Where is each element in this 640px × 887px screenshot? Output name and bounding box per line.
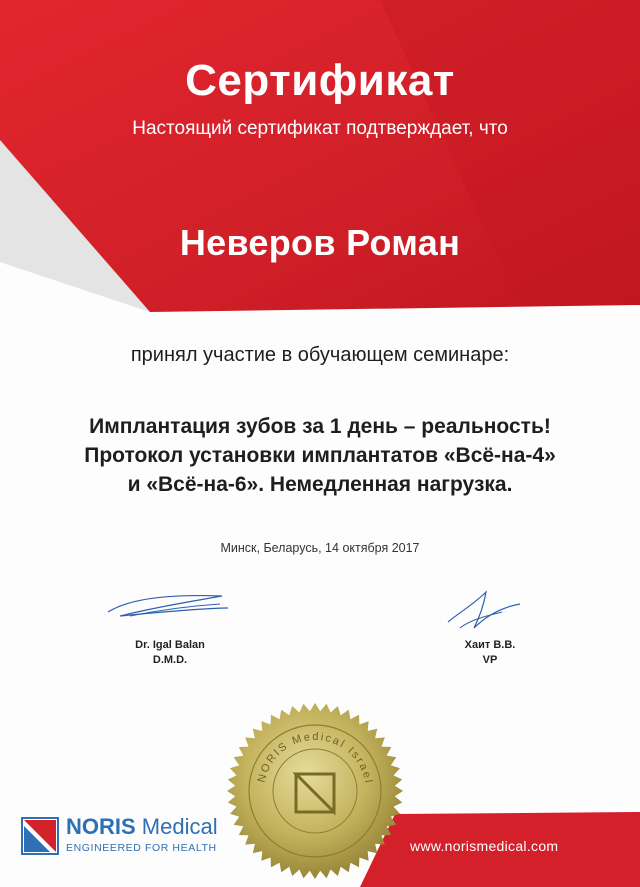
certificate-title: Сертификат <box>185 56 455 105</box>
signatory-name: Dr. Igal Balan <box>135 639 205 651</box>
place-date: Минск, Беларусь, 14 октября 2017 <box>220 541 420 555</box>
signatory-title: D.M.D. <box>152 654 188 666</box>
signatory-name: Хаит В.В. <box>464 639 516 651</box>
seal-text: NORIS Medical Israel <box>255 730 375 786</box>
signature-right-icon <box>440 582 530 634</box>
course-line: Имплантация зубов за 1 день – реальность! <box>89 415 551 438</box>
signature-left-icon <box>100 586 240 626</box>
course-line: и «Всё-на-6». Немедленная нагрузка. <box>127 473 513 496</box>
certificate-subtitle: Настоящий сертификат подтверждает, что <box>132 118 508 139</box>
website-link[interactable]: www.norismedical.com <box>410 838 559 854</box>
signatory-title: VP <box>482 654 498 666</box>
signatory-left <box>100 638 240 668</box>
participation-text: принял участие в обучающем семинаре: <box>130 344 510 366</box>
course-title <box>0 412 640 499</box>
signatory-right <box>420 638 560 668</box>
brand-name: NORIS Medical <box>66 814 218 839</box>
noris-logo-icon <box>20 816 60 856</box>
seal-icon <box>226 702 404 880</box>
brand-tagline: ENGINEERED FOR HEALTH <box>66 842 217 854</box>
noris-logo <box>20 814 240 858</box>
course-line: Протокол установки имплантатов «Всё-на-4» <box>84 444 556 467</box>
recipient-name: Неверов Роман <box>179 222 461 263</box>
